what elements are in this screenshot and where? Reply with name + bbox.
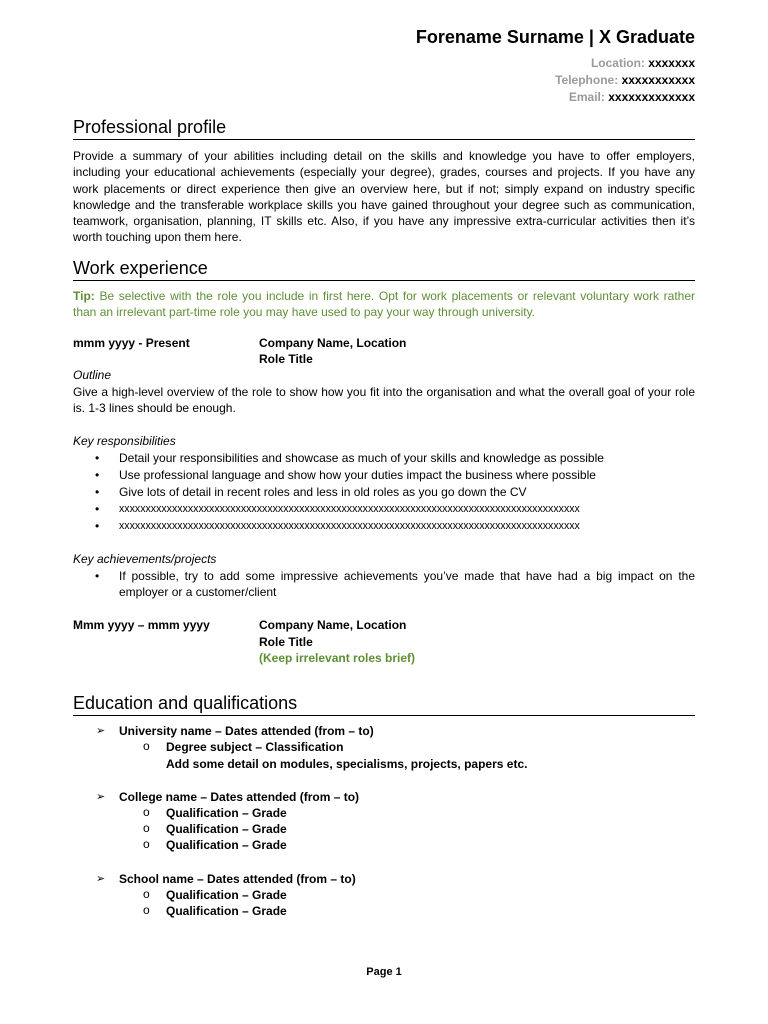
job1-outline-label: Outline — [73, 368, 112, 382]
circle-bullet-icon: o — [143, 887, 150, 901]
job2-note: (Keep irrelevant roles brief) — [259, 651, 416, 665]
telephone-value: xxxxxxxxxxx — [621, 73, 695, 87]
circle-bullet-icon: o — [143, 821, 150, 835]
responsibility-text: xxxxxxxxxxxxxxxxxxxxxxxxxxxxxxxxxxxxxxxxxxxxxxxxxxxxxxxxxxxxxxxxxxxxxxxxxxxxxxxxxxxxxxx — [119, 503, 580, 515]
school-qualification: Qualification – Grade — [166, 888, 287, 902]
school-qualification: Qualification – Grade — [166, 904, 287, 918]
arrow-icon: ➢ — [96, 873, 106, 885]
bullet-icon: • — [95, 451, 100, 465]
contact-telephone — [555, 73, 695, 87]
job1-outline-text: Give a high-level overview of the role to show how you fit into the organisation and what the overall goal of your role is. 1-3 lines should be enough. — [73, 385, 695, 416]
job2-company: Company Name, Location — [259, 618, 407, 632]
section-title-work: Work experience — [73, 257, 695, 281]
responsibility-text: xxxxxxxxxxxxxxxxxxxxxxxxxxxxxxxxxxxxxxxxxxxxxxxxxxxxxxxxxxxxxxxxxxxxxxxxxxxxxxxxxxxxxxx — [119, 520, 580, 532]
achievement-text: If possible, try to add some impressive achievements you’ve made that have had a big impact on the employer or a customer/client — [119, 569, 695, 600]
profile-text: Provide a summary of your abilities including detail on the skills and knowledge you have to offer employers, including your educational achievements (especially your degree), grades, courses and projects. If you have any work placements or direct experience then give an overview here, but if not; simply expand on industry specific knowledge and the transferable workplace skills you have gained throughout your degree such as communication, teamwork, organisation, planning, IT skills etc. Also, if you have any impressive extra-curricular activities then it’s worth touching upon them here. — [73, 149, 695, 245]
bullet-icon: • — [95, 502, 100, 516]
section-title-education: Education and qualifications — [73, 692, 695, 716]
section-title-profile: Professional profile — [73, 116, 695, 140]
job1-dates: mmm yyyy - Present — [73, 336, 190, 350]
circle-bullet-icon: o — [143, 805, 150, 819]
university-line: University name – Dates attended (from – to) — [119, 724, 374, 738]
page-number: Page 1 — [366, 966, 402, 978]
job1-achievements-label: Key achievements/projects — [73, 552, 217, 566]
circle-bullet-icon: o — [143, 903, 150, 917]
bullet-icon: • — [95, 468, 100, 482]
job1-company: Company Name, Location — [259, 336, 407, 350]
college-line: College name – Dates attended (from – to) — [119, 790, 360, 804]
bullet-icon: • — [95, 519, 100, 533]
arrow-icon: ➢ — [96, 791, 106, 803]
responsibility-text: Use professional language and show how your duties impact the business where possible — [119, 468, 596, 482]
bullet-icon: • — [95, 485, 100, 499]
degree-detail: Add some detail on modules, specialisms, projects, papers etc. — [166, 757, 528, 771]
job1-role: Role Title — [259, 352, 313, 366]
bullet-icon: • — [95, 569, 100, 583]
job1-responsibilities-label: Key responsibilities — [73, 434, 176, 448]
work-tip — [73, 288, 695, 321]
responsibility-text: Detail your responsibilities and showcase as much of your skills and knowledge as possible — [119, 451, 604, 465]
tip-label: Tip: — [73, 289, 95, 303]
location-value: xxxxxxx — [648, 56, 695, 70]
email-label: Email: — [568, 90, 605, 104]
location-label: Location: — [590, 56, 645, 70]
arrow-icon: ➢ — [96, 725, 106, 737]
telephone-label: Telephone: — [555, 73, 619, 87]
job2-role: Role Title — [259, 635, 313, 649]
degree-line: Degree subject – Classification — [166, 740, 344, 754]
circle-bullet-icon: o — [143, 739, 150, 753]
contact-location — [591, 56, 695, 70]
school-line: School name – Dates attended (from – to) — [119, 872, 356, 886]
email-value: xxxxxxxxxxxxx — [608, 90, 695, 104]
responsibility-text: Give lots of detail in recent roles and less in old roles as you go down the CV — [119, 485, 527, 499]
cv-name-title: Forename Surname | X Graduate — [415, 27, 695, 47]
college-qualification: Qualification – Grade — [166, 806, 287, 820]
college-qualification: Qualification – Grade — [166, 822, 287, 836]
college-qualification: Qualification – Grade — [166, 838, 287, 852]
tip-text: Be selective with the role you include in first here. Opt for work placements or relevant voluntary work rather than an irrelevant part-time role you may have used to pay your way through university. — [73, 289, 695, 320]
job2-dates: Mmm yyyy – mmm yyyy — [73, 618, 210, 632]
circle-bullet-icon: o — [143, 837, 150, 851]
contact-email — [569, 90, 695, 104]
